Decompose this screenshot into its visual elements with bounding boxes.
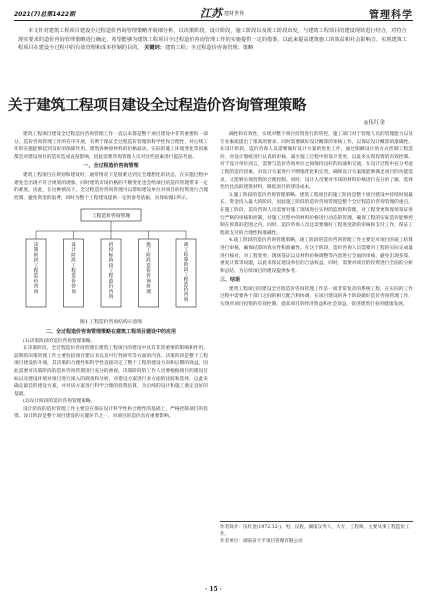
article-title: 关于建筑工程项目建设全过程造价咨询管理策略 bbox=[8, 98, 307, 114]
abstract-text-1: 本文针对建筑工程项目建设全过程造价咨询管理策略开展细分析，以决策阶段，设计阶段，施工阶段以及竣工阶段出发， bbox=[28, 28, 303, 34]
abstract bbox=[18, 27, 409, 53]
paragraph: 4.竣工阶段的造价咨询管理策略。竣工阶段的造价咨询管理工作主要是对项目的竣工结算进行审核，确保结算的真实性和准确性。在这个阶段，造价咨询人员需要对工程的实际完成量进行核对，对工程变更、现场签证以及材料价格调整等内容进行全面的审核，避免出现多算、重复计算等问题，以此来保证建设单位的合法权益。同时，需要对项目的投资进行全面的分析和总结，为后续项目的建设提供参考。 bbox=[220, 238, 413, 274]
diagram-box-label: 招投标阶段工程造价咨询 bbox=[108, 243, 114, 301]
structure-diagram bbox=[14, 205, 208, 317]
paragraph: 建筑工程项目的建设全过程造价咨询管理工作是一项非常复杂的系统工程，在实际的工作过程中需要各个部门之间的相互配合和协调，在项目建设的各个阶段做好造价咨询管理工作，实现对项目投资的有效控制，提高项目的经济效益和社会效益，促进建筑行业的健康发展。 bbox=[220, 286, 413, 308]
logo-text: 江苏 bbox=[200, 7, 223, 20]
paragraph: 建筑工程项目建设全过程造价咨询管理工作一直以来都是整个项目建设中非常重要的一部分。造价咨询管理工作的有序开展，有利于保证全过程造价管理的科学性和合理性，对后续工作的实施能够起到良好的保障作用。建筑各种原材料的价格波动、实际的施工环境变化等因素都会对建设项目的造价造成直接影响，因此需要咨询管理人员对这些因素进行提前考虑。 bbox=[14, 132, 208, 160]
diagram-top-label: 工程造价咨询管理 bbox=[91, 214, 131, 220]
journal-logo bbox=[200, 5, 244, 21]
subheading: (2)设计阶段的造价咨询管理策略。 bbox=[23, 399, 96, 405]
abstract-text-2: 与建筑工程项目的建设现状进行结合，对符合现实要求的造价咨询管理策略进行确定，希望能够为建筑工程项目全过程造价咨询管理工作的实施提供一定的借鉴，以此来提高建筑施工的效益和社会影响力，实现建筑工程项目在建设全过程中的有效管理和成本控制的目的。 bbox=[18, 28, 408, 52]
issue-number: 2021(7)总第1422期 bbox=[14, 10, 76, 18]
figure-caption: 图1 工程造价咨询结构示意图 bbox=[79, 320, 143, 326]
keywords: 建筑工程；全过程造价咨询管理；策略 bbox=[164, 45, 254, 52]
section-heading: 二、全过程造价咨询管理策略在建筑工程项目建设中的应用 bbox=[45, 328, 176, 335]
page-number: · 15 · bbox=[205, 586, 222, 593]
figure-1 bbox=[14, 205, 208, 317]
logo-subtitle: 建材世界 bbox=[224, 10, 245, 17]
author-footnote: 作者简介：伍红金(1972.12-)，男，汉族，湖南汉寿人，大专，工程师，主要从事工程造价工作。 作者单位：湖南省天平项目管理有限公司 bbox=[220, 521, 413, 545]
paragraph: 确性和有效性，实现对整个项目投资进行的管控，施工部门对于管理人员的管理能力以及专业素质提出了很高的要求，同时需要做好设计概算的审核工作，以保证设计概算的准确性。在设计阶段，造价咨询人员需要做好设计方案的优化工作，通过限额设计的方式控制工程造价，对设计图纸进行认真的审核，减少施工过程中的设计变更，以此来实现投资的有效控制。对于设计单位而言，需要与造价咨询单位之间保持良好的沟通和交流，在设计过程中充分考虑工程的造价因素，对设计方案进行不断地优化和完善，确保设计方案既能够满足项目的功能需求，又能够实现投资的合理控制。同时，设计人员要对市场的材料价格进行充分的了解，选择性价比高的建筑材料，降低项目的建设成本。 bbox=[220, 132, 413, 191]
section-heading: 一、全过程造价咨询管理 bbox=[83, 163, 139, 170]
paragraph: 建筑工程项目在规划和建设时，通常情况下是很难达到完全理想化的状态，在实施过程中难免会出现不符合规划的现象。同时建筑市场价格的不断变化也会给项目的造价管理带来一定的难度。因此，在这种情况下，全过程造价咨询管理可以帮助建设单位对项目的投资进行合理控制，避免资金的浪费，同时为整个工程建设提供一定的参考依据，具体如图1所示。 bbox=[14, 172, 208, 201]
paragraph: 在决策阶段，全过程造价咨询管理在建筑工程项目的建设中具有非常重要的影响和作用。前期的决策管理工作主要包括项目建议书以及可行性研究等方面的内容。决策阶段是整个工程项目建设的开端，其决策的合理性和科学性直接决定了整个工程的建设方向和后期的效益，因此需要对决策阶段的造价咨询管理进行充分的重视。决策阶段的工作人员要根据项目的建设目标以及建设环境对项目进行深入的调查和分析，对建设方案进行多方面的比较和选择，以此来确定最佳的建设方案，并对该方案进行科学合理的投资估算，为后续的设计和施工奠定良好的基础。 bbox=[14, 346, 208, 397]
right-column bbox=[220, 131, 413, 309]
paragraph: 设计阶段的造价管理工作主要是在保证设计科学性和合理性的基础上，严格控制项目的投资。设计阶段是整个项目建设的关键环节之一，对项目的造价具有重要影响。 bbox=[14, 406, 208, 420]
section-title: 管理科学 bbox=[368, 9, 413, 21]
diagram-box-label: 设计阶段工程造价咨询 bbox=[71, 243, 76, 296]
subheading: (1)决策阶段的造价咨询管理策略。 bbox=[23, 338, 96, 344]
paragraph: 3.施工阶段的造价咨询管理策略。建筑工程项目的施工阶段是整个项目建设中持续时间最长、资金投入最大的阶段，因此施工阶段的造价咨询管理是整个全过程造价咨询管理的重点。在施工阶段，造价咨询人员需要对施工现场进行实时的监督和管理，对工程变更和现场签证进行严格的审核和控制，对施工过程中的材料价格进行动态的管理，确保工程的实际造价能够控制在预算的范围之内。同时，造价咨询人员还需要做好工程进度款的审核和支付工作，保证工程款支付的合理性和准确性。 bbox=[220, 192, 413, 236]
left-column bbox=[14, 131, 208, 421]
diagram-box-label: 决策阶段工程造价咨询 bbox=[33, 243, 39, 296]
page-header bbox=[14, 6, 413, 21]
keywords-label: 关键词： bbox=[144, 45, 165, 52]
diagram-box-label: 竣工结算阶段工程造价咨询 bbox=[183, 243, 189, 304]
section-heading: 三、结语 bbox=[220, 277, 241, 284]
diagram-box-label: 施工阶段造价咨询管理 bbox=[146, 243, 151, 296]
author: ◎伍红金 bbox=[363, 120, 385, 126]
